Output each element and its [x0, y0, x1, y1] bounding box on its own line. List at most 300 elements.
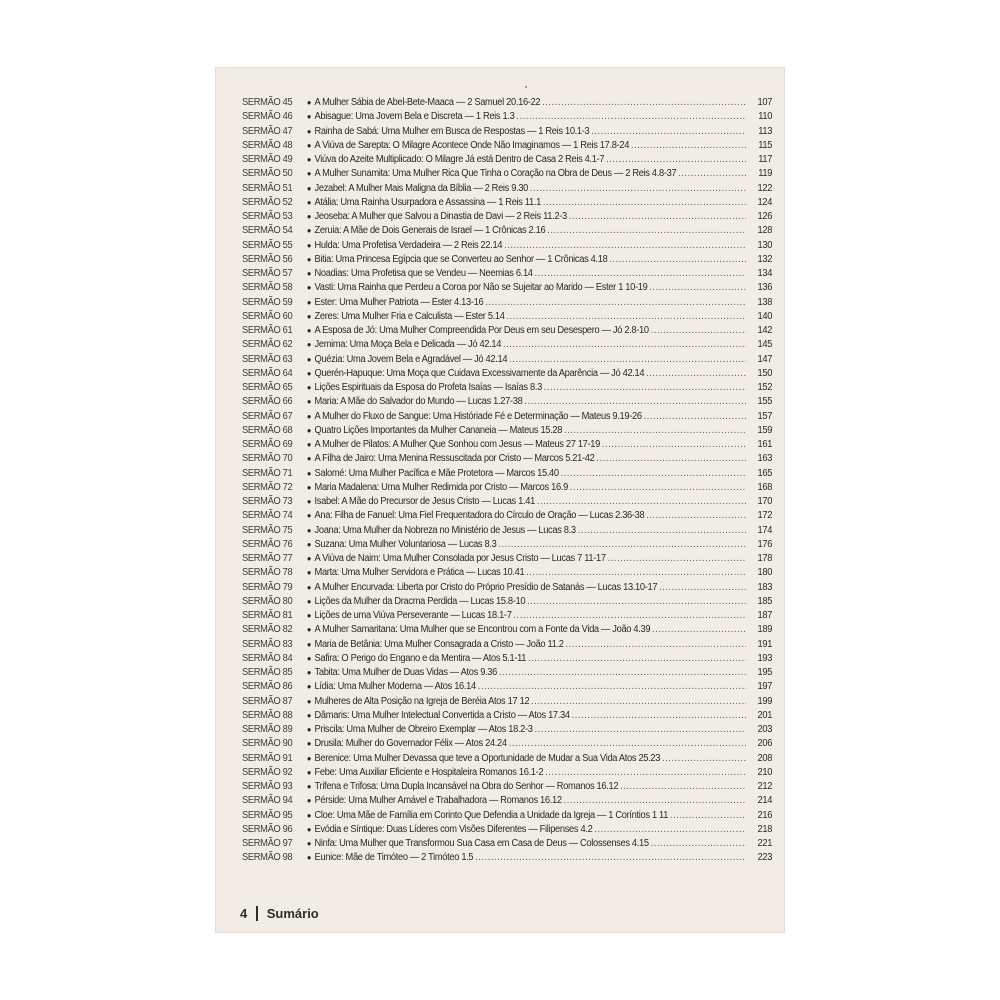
toc-entry	[242, 609, 772, 623]
bullet-icon: ●	[306, 226, 312, 236]
dot-leader	[542, 96, 746, 110]
sermon-title: A Viúva de Naim: Uma Mulher Consolada por Jesus Cristo — Lucas 7 11-17	[314, 553, 606, 564]
sermon-title: A Mulher Sunamita: Uma Mulher Rica Que Tinha o Coração na Obra de Deus — 2 Reis 4.8-37	[314, 168, 677, 180]
sermon-title: Lídia: Uma Mulher Moderna — Atos 16.14	[314, 681, 476, 693]
dot-leader	[561, 467, 746, 481]
dot-leader	[670, 809, 746, 823]
bullet-icon: ●	[306, 326, 312, 335]
toc-entry	[242, 495, 772, 509]
bullet-icon: ●	[306, 411, 312, 421]
sermon-number: SERMÃO 49	[242, 154, 293, 165]
paper-speck	[525, 86, 527, 88]
toc-entry	[242, 680, 772, 694]
dot-leader	[646, 509, 746, 523]
sermon-title: Priscila: Uma Mulher de Obreiro Exemplar — Atos 18.2-3	[314, 724, 533, 735]
sermon-title: Maria Madalena: Uma Mulher Redimida por Cristo — Marcos 16.9	[314, 481, 568, 493]
sermon-page-number: 203	[757, 724, 773, 735]
sermon-number: SERMÃO 45	[242, 97, 293, 108]
dot-leader	[578, 524, 746, 538]
dot-leader	[572, 709, 746, 723]
sermon-page-number: 150	[757, 367, 773, 379]
sermon-number: SERMÃO 70	[242, 453, 293, 465]
sermon-number: SERMÃO 79	[242, 581, 293, 593]
sermon-number: SERMÃO 95	[242, 809, 293, 821]
sermon-number: SERMÃO 61	[242, 325, 293, 336]
sermon-title: Atália: Uma Rainha Usurpadora e Assassina — 1 Reis 11.1	[314, 196, 541, 208]
sermon-page-number: 206	[757, 738, 773, 750]
sermon-title: A Esposa de Jó: Uma Mulher Compreendida Por Deus em seu Desespero — Jó 2.8-10	[314, 325, 649, 336]
bullet-icon: ●	[306, 596, 312, 606]
bullet-icon: ●	[306, 568, 312, 578]
sermon-page-number: 178	[757, 553, 773, 564]
sermon-number: SERMÃO 46	[242, 111, 293, 123]
sermon-page-number: 210	[757, 766, 773, 778]
bullet-icon: ●	[306, 425, 312, 435]
bullet-icon: ●	[306, 311, 312, 321]
dot-leader	[504, 239, 746, 253]
sermon-page-number: 119	[758, 168, 773, 180]
sermon-number: SERMÃO 72	[242, 481, 293, 493]
dot-leader	[498, 538, 746, 552]
sermon-title: Tabita: Uma Mulher de Duas Vidas — Atos 9.36	[314, 667, 498, 678]
bullet-icon: ●	[306, 682, 312, 692]
toc-entry	[242, 367, 772, 381]
sermon-number: SERMÃO 73	[242, 496, 293, 507]
page-footer	[240, 906, 319, 921]
sermon-page-number: 208	[757, 752, 773, 764]
sermon-number: SERMÃO 91	[242, 752, 293, 764]
dot-leader	[530, 182, 746, 196]
sermon-page-number: 145	[757, 339, 773, 351]
sermon-page-number: 168	[757, 481, 773, 493]
sermon-number: SERMÃO 66	[242, 396, 293, 408]
toc-entry	[242, 438, 772, 452]
sermon-title: Quatro Lições Importantes da Mulher Cananeia — Mateus 15.28	[314, 424, 563, 436]
bullet-icon: ●	[306, 112, 312, 122]
dot-leader	[609, 253, 746, 267]
dot-leader	[608, 552, 746, 566]
bullet-icon: ●	[306, 725, 312, 734]
dot-leader	[509, 353, 746, 367]
toc-entry	[242, 581, 772, 595]
sermon-page-number: 165	[757, 467, 773, 479]
sermon-number: SERMÃO 58	[242, 282, 293, 294]
sermon-number: SERMÃO 52	[242, 196, 293, 208]
sermon-number: SERMÃO 53	[242, 211, 293, 222]
sermon-number: SERMÃO 90	[242, 738, 293, 750]
toc-entry	[242, 253, 772, 267]
table-of-contents	[242, 96, 772, 866]
sermon-title: Lições da Mulher da Dracma Perdida — Lucas 15.8-10	[314, 595, 526, 607]
bullet-icon: ●	[306, 354, 312, 364]
sermon-page-number: 218	[757, 823, 773, 835]
sermon-number: SERMÃO 88	[242, 709, 293, 721]
toc-entry	[242, 623, 772, 637]
bullet-icon: ●	[306, 397, 312, 407]
sermon-page-number: 134	[757, 268, 773, 279]
toc-entry	[242, 410, 772, 424]
sermon-page-number: 138	[757, 296, 773, 308]
dot-leader	[662, 752, 746, 766]
sermon-title: Abisague: Uma Jovem Bela e Discreta — 1 Reis 1.3	[314, 111, 515, 123]
sermon-number: SERMÃO 96	[242, 823, 293, 835]
sermon-title: Zeruia: A Mãe de Dois Generais de Israel — 1 Crônicas 2.16	[314, 225, 546, 237]
bullet-icon: ●	[306, 525, 312, 535]
bullet-icon: ●	[306, 796, 312, 806]
sermon-number: SERMÃO 85	[242, 667, 293, 678]
dot-leader	[524, 395, 746, 409]
bullet-icon: ●	[306, 739, 312, 749]
sermon-title: Evódia e Síntique: Duas Líderes com Visões Diferentes — Filipenses 4.2	[314, 823, 593, 835]
bullet-icon: ●	[306, 240, 312, 250]
bullet-icon: ●	[306, 810, 312, 820]
toc-entry	[242, 153, 772, 167]
toc-entry	[242, 196, 772, 210]
sermon-page-number: 176	[757, 538, 773, 550]
sermon-title: Febe: Uma Auxiliar Eficiente e Hospitaleira Romanos 16.1-2	[314, 766, 544, 778]
dot-leader	[652, 623, 746, 637]
dot-leader	[566, 638, 747, 652]
sermon-title: Cloe: Uma Mãe de Família em Corinto Que Defendia a Unidade da Igreja — 1 Coríntios 1 11	[314, 809, 669, 821]
toc-entry	[242, 139, 772, 153]
toc-entry	[242, 338, 772, 352]
dot-leader	[646, 367, 746, 381]
sermon-page-number: 126	[757, 211, 773, 222]
dot-leader	[528, 652, 746, 666]
toc-entry	[242, 167, 772, 181]
dot-leader	[596, 452, 746, 466]
toc-entry	[242, 125, 772, 139]
sermon-number: SERMÃO 51	[242, 182, 293, 194]
sermon-title: A Mulher Encurvada: Liberta por Cristo do Próprio Presídio de Satanás — Lucas 13.10-17	[314, 581, 658, 593]
bullet-icon: ●	[306, 183, 312, 193]
sermon-title: A Mulher Samaritana: Uma Mulher que se Encontrou com a Fonte da Vida — João 4.39	[314, 624, 651, 636]
bullet-icon: ●	[306, 454, 312, 464]
sermon-title: A Mulher do Fluxo de Sangue: Uma Históriade Fé e Determinação — Mateus 9.19-26	[314, 410, 642, 422]
sermon-page-number: 117	[758, 154, 773, 165]
toc-entry	[242, 424, 772, 438]
toc-entry	[242, 381, 772, 395]
sermon-title: Suzana: Uma Mulher Voluntariosa — Lucas 8.3	[314, 538, 497, 550]
sermon-number: SERMÃO 57	[242, 268, 293, 279]
bullet-icon: ●	[306, 98, 312, 107]
sermon-page-number: 185	[757, 595, 773, 607]
dot-leader	[545, 766, 746, 780]
book-page	[216, 68, 784, 932]
sermon-number: SERMÃO 86	[242, 681, 293, 693]
sermon-number: SERMÃO 87	[242, 695, 293, 707]
sermon-number: SERMÃO 71	[242, 467, 293, 479]
toc-entry	[242, 239, 772, 253]
toc-entry	[242, 210, 772, 224]
dot-leader	[644, 410, 746, 424]
toc-entry	[242, 752, 772, 766]
sermon-number: SERMÃO 67	[242, 410, 293, 422]
sermon-title: Joana: Uma Mulher da Nobreza no Ministério de Jesus — Lucas 8.3	[314, 524, 576, 536]
sermon-page-number: 113	[758, 125, 773, 137]
sermon-number: SERMÃO 82	[242, 624, 293, 636]
sermon-page-number: 152	[757, 382, 773, 393]
bullet-icon: ●	[306, 554, 312, 563]
sermon-title: Berenice: Uma Mulher Devassa que teve a Oportunidade de Mudar a Sua Vida Atos 25.23	[314, 752, 661, 764]
sermon-title: A Mulher de Pilatos: A Mulher Que Sonhou com Jesus — Mateus 27 17-19	[314, 439, 601, 450]
toc-entry	[242, 666, 772, 680]
sermon-page-number: 183	[757, 581, 773, 593]
sermon-page-number: 199	[757, 695, 773, 707]
dot-leader	[602, 438, 746, 452]
sermon-number: SERMÃO 83	[242, 638, 293, 650]
sermon-page-number: 201	[757, 709, 773, 721]
bullet-icon: ●	[306, 767, 312, 777]
sermon-title: Ninfa: Uma Mulher que Transformou Sua Casa em Casa de Deus — Colossenses 4.15	[314, 838, 649, 849]
sermon-number: SERMÃO 78	[242, 567, 293, 579]
sermon-page-number: 180	[757, 567, 773, 579]
bullet-icon: ●	[306, 140, 312, 150]
bullet-icon: ●	[306, 440, 312, 449]
toc-entry	[242, 595, 772, 609]
toc-entry	[242, 737, 772, 751]
sermon-page-number: 172	[757, 510, 773, 522]
toc-entry	[242, 224, 772, 238]
sermon-number: SERMÃO 89	[242, 724, 293, 735]
sermon-number: SERMÃO 55	[242, 239, 293, 251]
sermon-number: SERMÃO 65	[242, 382, 293, 393]
sermon-number: SERMÃO 62	[242, 339, 293, 351]
sermon-number: SERMÃO 76	[242, 538, 293, 550]
toc-entry	[242, 809, 772, 823]
sermon-page-number: 115	[758, 139, 773, 151]
dot-leader	[534, 267, 746, 281]
sermon-title: Lições Espirituais da Esposa do Profeta Isaías — Isaías 8.3	[314, 382, 542, 393]
toc-entry	[242, 823, 772, 837]
dot-leader	[499, 666, 746, 680]
bullet-icon: ●	[306, 539, 312, 549]
toc-entry	[242, 481, 772, 495]
sermon-number: SERMÃO 94	[242, 795, 293, 807]
sermon-page-number: 128	[757, 225, 773, 237]
sermon-title: Safira: O Perigo do Engano e da Mentira — Atos 5.1-11	[314, 652, 527, 664]
bullet-icon: ●	[306, 839, 312, 848]
sermon-page-number: 159	[757, 424, 773, 436]
sermon-page-number: 122	[757, 182, 773, 194]
sermon-page-number: 163	[757, 453, 773, 465]
toc-entry	[242, 652, 772, 666]
bullet-icon: ●	[306, 639, 312, 649]
toc-entry	[242, 452, 772, 466]
dot-leader	[659, 581, 746, 595]
dot-leader	[537, 495, 746, 509]
sermon-number: SERMÃO 63	[242, 353, 293, 365]
sermon-title: Isabel: A Mãe do Precursor de Jesus Cristo — Lucas 1.41	[314, 496, 535, 507]
sermon-title: Eunice: Mãe de Timóteo — 2 Timóteo 1.5	[314, 852, 474, 864]
dot-leader	[478, 680, 746, 694]
sermon-title: Ester: Uma Mulher Patriota — Ester 4.13-16	[314, 296, 484, 308]
bullet-icon: ●	[306, 625, 312, 635]
sermon-title: Lições de uma Viúva Perseverante — Lucas 18.1-7	[314, 610, 512, 621]
dot-leader	[564, 424, 746, 438]
toc-entry	[242, 281, 772, 295]
dot-leader	[620, 780, 746, 794]
sermon-page-number: 212	[757, 781, 773, 792]
sermon-title: Marta: Uma Mulher Servidora e Prática — Lucas 10.41	[314, 567, 525, 579]
sermon-page-number: 157	[757, 410, 773, 422]
sermon-title: Mulheres de Alta Posição na Igreja de Beréia Atos 17 12	[314, 695, 530, 707]
sermon-title: Viúva do Azeite Multiplicado: O Milagre Já está Dentro de Casa 2 Reis 4.1-7	[314, 154, 605, 165]
bullet-icon: ●	[306, 197, 312, 207]
sermon-title: Zeres: Uma Mulher Fria e Calculista — Ester 5.14	[314, 310, 505, 322]
bullet-icon: ●	[306, 340, 312, 350]
sermon-number: SERMÃO 75	[242, 524, 293, 536]
dot-leader	[544, 381, 746, 395]
bullet-icon: ●	[306, 582, 312, 592]
sermon-number: SERMÃO 97	[242, 838, 293, 849]
toc-entry	[242, 467, 772, 481]
toc-entry	[242, 96, 772, 110]
sermon-number: SERMÃO 80	[242, 595, 293, 607]
sermon-title: Vasti: Uma Rainha que Perdeu a Coroa por Não se Sujeitar ao Marido — Ester 1 10-19	[314, 282, 648, 294]
sermon-page-number: 147	[757, 353, 773, 365]
sermon-number: SERMÃO 56	[242, 253, 293, 265]
bullet-icon: ●	[306, 283, 312, 293]
sermon-title: Rainha de Sabá: Uma Mulher em Busca de Respostas — 1 Reis 10.1-3	[314, 125, 590, 137]
toc-entry	[242, 267, 772, 281]
footer-divider	[256, 906, 258, 921]
sermon-number: SERMÃO 81	[242, 610, 293, 621]
sermon-title: Trifena e Trifosa: Uma Dupla Incansável na Obra do Senhor — Romanos 16.12	[314, 781, 619, 792]
sermon-title: Dâmaris: Uma Mulher Intelectual Convertida a Cristo — Atos 17.34	[314, 709, 570, 721]
sermon-number: SERMÃO 47	[242, 125, 293, 137]
sermon-page-number: 136	[757, 282, 773, 294]
bullet-icon: ●	[306, 782, 312, 791]
sermon-title: Salomé: Uma Mulher Pacífica e Mãe Protetora — Marcos 15.40	[314, 467, 559, 479]
sermon-page-number: 174	[757, 524, 773, 536]
sermon-title: Bitia: Uma Princesa Egípcia que se Converteu ao Senhor — 1 Crônicas 4.18	[314, 253, 608, 265]
toc-entry	[242, 110, 772, 124]
sermon-page-number: 189	[757, 624, 773, 636]
sermon-number: SERMÃO 98	[242, 852, 293, 864]
sermon-page-number: 170	[757, 496, 773, 507]
sermon-page-number: 223	[757, 852, 773, 864]
toc-entry	[242, 395, 772, 409]
sermon-page-number: 197	[757, 681, 773, 693]
sermon-page-number: 187	[757, 610, 773, 621]
sermon-title: Jemima: Uma Moça Bela e Delicada — Jó 42.14	[314, 339, 502, 351]
bullet-icon: ●	[306, 297, 312, 307]
bullet-icon: ●	[306, 611, 312, 620]
dot-leader	[485, 296, 746, 310]
toc-entry	[242, 766, 772, 780]
toc-entry	[242, 780, 772, 794]
sermon-number: SERMÃO 77	[242, 553, 293, 564]
toc-entry	[242, 524, 772, 538]
toc-entry	[242, 638, 772, 652]
sermon-title: A Mulher Sábia de Abel-Bete-Maaca — 2 Samuel 20.16-22	[314, 97, 541, 108]
sermon-page-number: 191	[757, 638, 773, 650]
sermon-page-number: 140	[757, 310, 773, 322]
sermon-number: SERMÃO 84	[242, 652, 293, 664]
bullet-icon: ●	[306, 169, 312, 179]
sermon-page-number: 155	[757, 396, 773, 408]
dot-leader	[503, 338, 746, 352]
dot-leader	[543, 196, 746, 210]
dot-leader	[649, 281, 746, 295]
toc-entry	[242, 837, 772, 851]
sermon-number: SERMÃO 48	[242, 139, 293, 151]
bullet-icon: ●	[306, 482, 312, 492]
sermon-title: Maria de Betânia: Uma Mulher Consagrada a Cristo — João 11.2	[314, 638, 564, 650]
toc-entry	[242, 310, 772, 324]
bullet-icon: ●	[306, 696, 312, 706]
sermon-page-number: 110	[758, 111, 773, 123]
toc-entry	[242, 552, 772, 566]
dot-leader	[506, 310, 746, 324]
toc-entry	[242, 723, 772, 737]
sermon-number: SERMÃO 59	[242, 296, 293, 308]
section-title: Sumário	[266, 906, 319, 921]
dot-leader	[513, 609, 746, 623]
dot-leader	[631, 139, 746, 153]
toc-entry	[242, 851, 772, 865]
bullet-icon: ●	[306, 753, 312, 763]
dot-leader	[509, 737, 746, 751]
sermon-number: SERMÃO 64	[242, 367, 293, 379]
toc-entry	[242, 566, 772, 580]
toc-entry	[242, 695, 772, 709]
dot-leader	[526, 566, 746, 580]
toc-entry	[242, 709, 772, 723]
sermon-title: A Viúva de Sarepta: O Milagre Acontece Onde Não Imaginamos — 1 Reis 17.8-24	[314, 139, 630, 151]
dot-leader	[591, 125, 746, 139]
sermon-number: SERMÃO 68	[242, 424, 293, 436]
dot-leader	[475, 851, 746, 865]
sermon-title: Ana: Filha de Fanuel: Uma Fiel Frequentadora do Círculo de Oração — Lucas 2.36-38	[314, 510, 645, 522]
bullet-icon: ●	[306, 668, 312, 677]
sermon-number: SERMÃO 92	[242, 766, 293, 778]
dot-leader	[606, 153, 746, 167]
bullet-icon: ●	[306, 468, 312, 478]
sermon-title: Noadias: Uma Profetisa que se Vendeu — Neemias 6.14	[314, 268, 533, 279]
sermon-page-number: 161	[757, 439, 773, 450]
sermon-title: Maria: A Mãe do Salvador do Mundo — Lucas 1.27-38	[314, 396, 523, 408]
sermon-number: SERMÃO 74	[242, 510, 293, 522]
sermon-title: Quézia: Uma Jovem Bela e Agradável — Jó 42.14	[314, 353, 508, 365]
sermon-title: Hulda: Uma Profetisa Verdadeira — 2 Reis 22.14	[314, 239, 503, 251]
dot-leader	[678, 167, 746, 181]
sermon-page-number: 216	[757, 809, 773, 821]
bullet-icon: ●	[306, 383, 312, 392]
sermon-page-number: 130	[757, 239, 773, 251]
dot-leader	[516, 110, 746, 124]
sermon-page-number: 214	[757, 795, 773, 807]
sermon-title: Drusila: Mulher do Governador Félix — Atos 24.24	[314, 738, 507, 750]
dot-leader	[531, 695, 746, 709]
bullet-icon: ●	[306, 368, 312, 378]
toc-entry	[242, 509, 772, 523]
dot-leader	[651, 324, 746, 338]
toc-entry	[242, 538, 772, 552]
bullet-icon: ●	[306, 212, 312, 221]
sermon-number: SERMÃO 69	[242, 439, 293, 450]
sermon-page-number: 195	[757, 667, 773, 678]
sermon-title: Jeoseba: A Mulher que Salvou a Dinastia de Davi — 2 Reis 11.2-3	[314, 211, 567, 222]
bullet-icon: ●	[306, 254, 312, 264]
dot-leader	[564, 794, 747, 808]
dot-leader	[547, 224, 746, 238]
toc-entry	[242, 794, 772, 808]
sermon-number: SERMÃO 50	[242, 168, 293, 180]
sermon-page-number: 142	[757, 325, 773, 336]
bullet-icon: ●	[306, 653, 312, 663]
